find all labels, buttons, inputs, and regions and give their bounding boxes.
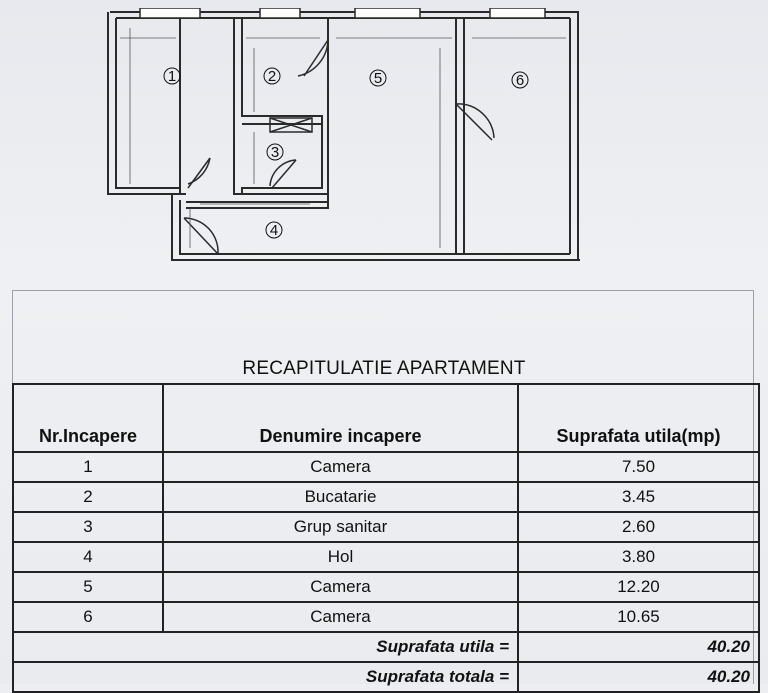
cell-name: Camera [163,452,518,482]
cell-area: 10.65 [518,602,759,632]
room-number-1: 1 [167,68,177,85]
recap-title: RECAPITULATIE APARTAMENT [242,358,526,379]
cell-nr: 3 [13,512,163,542]
cell-area: 12.20 [518,572,759,602]
cell-nr: 1 [13,452,163,482]
cell-area: 2.60 [518,512,759,542]
header-nr: Nr.Incapere [13,384,163,452]
table-row [13,482,759,512]
cell-nr: 4 [13,542,163,572]
room-number-3: 3 [270,144,280,161]
cell-nr: 5 [13,572,163,602]
cell-name: Camera [163,602,518,632]
total-label: Suprafata totala = [13,662,518,692]
table-row [13,572,759,602]
header-area: Suprafata utila(mp) [518,384,759,452]
header-name: Denumire incapere [163,384,518,452]
total-util-value: 40.20 [518,632,759,662]
cell-name: Camera [163,572,518,602]
room-number-5: 5 [373,70,383,87]
room-number-6: 6 [515,72,525,89]
cell-nr: 6 [13,602,163,632]
cell-area: 3.45 [518,482,759,512]
window [140,8,200,18]
table-row [13,452,759,482]
cell-area: 7.50 [518,452,759,482]
floor-plan [100,8,590,274]
table-header-row [13,384,759,452]
total-util-row [13,632,759,662]
wall-left-room1 [108,12,186,194]
cell-area: 3.80 [518,542,759,572]
cell-name: Bucatarie [163,482,518,512]
room-number-2: 2 [267,68,277,85]
recap-table [12,383,760,693]
total-util-label: Suprafata utila = [13,632,518,662]
cell-name: Grup sanitar [163,512,518,542]
cell-nr: 2 [13,482,163,512]
table-row [13,602,759,632]
total-value: 40.20 [518,662,759,692]
cell-name: Hol [163,542,518,572]
room-number-4: 4 [269,222,279,239]
table-row [13,542,759,572]
total-row [13,662,759,692]
table-row [13,512,759,542]
